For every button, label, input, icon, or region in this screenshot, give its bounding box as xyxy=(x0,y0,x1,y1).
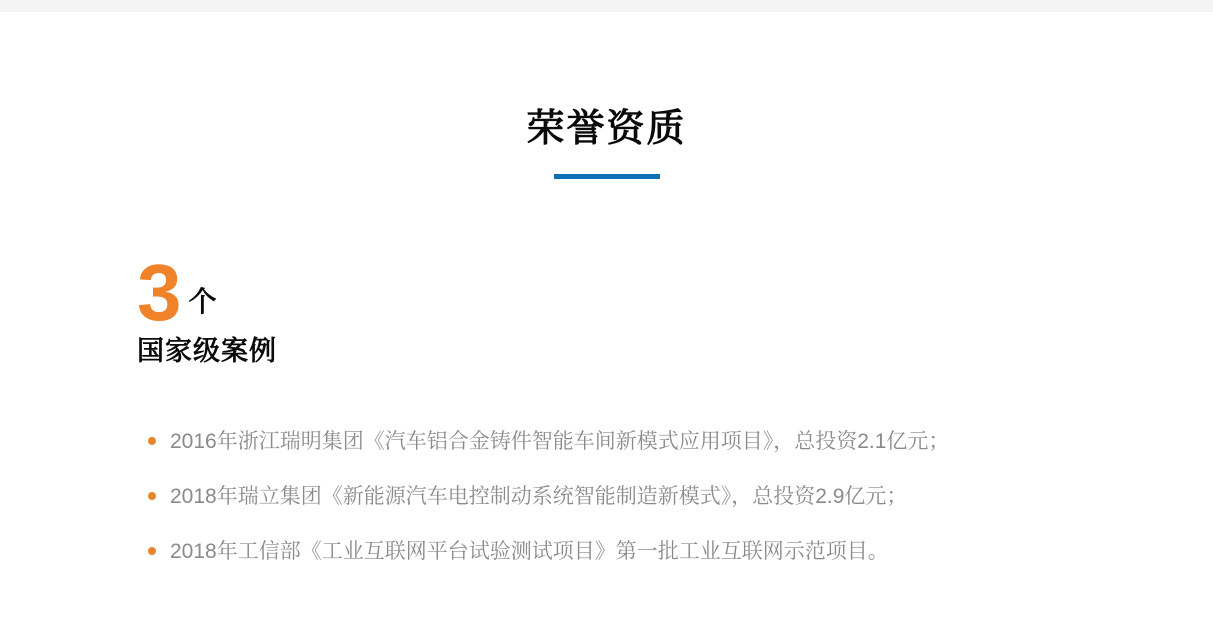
bullet-dot-icon xyxy=(148,547,156,555)
case-text: 2018年瑞立集团《新能源汽车电控制动系统智能制造新模式》，总投资2.9亿元； xyxy=(170,485,908,509)
bullet-dot-icon xyxy=(148,492,156,500)
stat-block xyxy=(137,247,1213,367)
case-list-item xyxy=(148,538,1173,565)
bullet-dot-icon xyxy=(148,437,156,445)
case-text: 2016年浙江瑞明集团《汽车铝合金铸件智能车间新模式应用项目》，总投资2.1亿元； xyxy=(170,430,950,454)
stat-unit: 个 xyxy=(188,285,217,317)
stat-top-row xyxy=(137,247,1213,337)
case-list xyxy=(148,428,1173,565)
stat-label: 国家级案例 xyxy=(137,335,277,366)
case-list-item xyxy=(148,483,1173,510)
section-title: 荣誉资质 xyxy=(526,108,687,150)
page-top-strip xyxy=(0,0,1213,12)
case-list-item xyxy=(148,428,1173,455)
title-underline xyxy=(554,174,660,179)
honors-section xyxy=(0,107,1213,565)
stat-number: 3 xyxy=(137,247,182,337)
case-text: 2018年工信部《工业互联网平台试验测试项目》第一批工业互联网示范项目。 xyxy=(170,540,889,564)
